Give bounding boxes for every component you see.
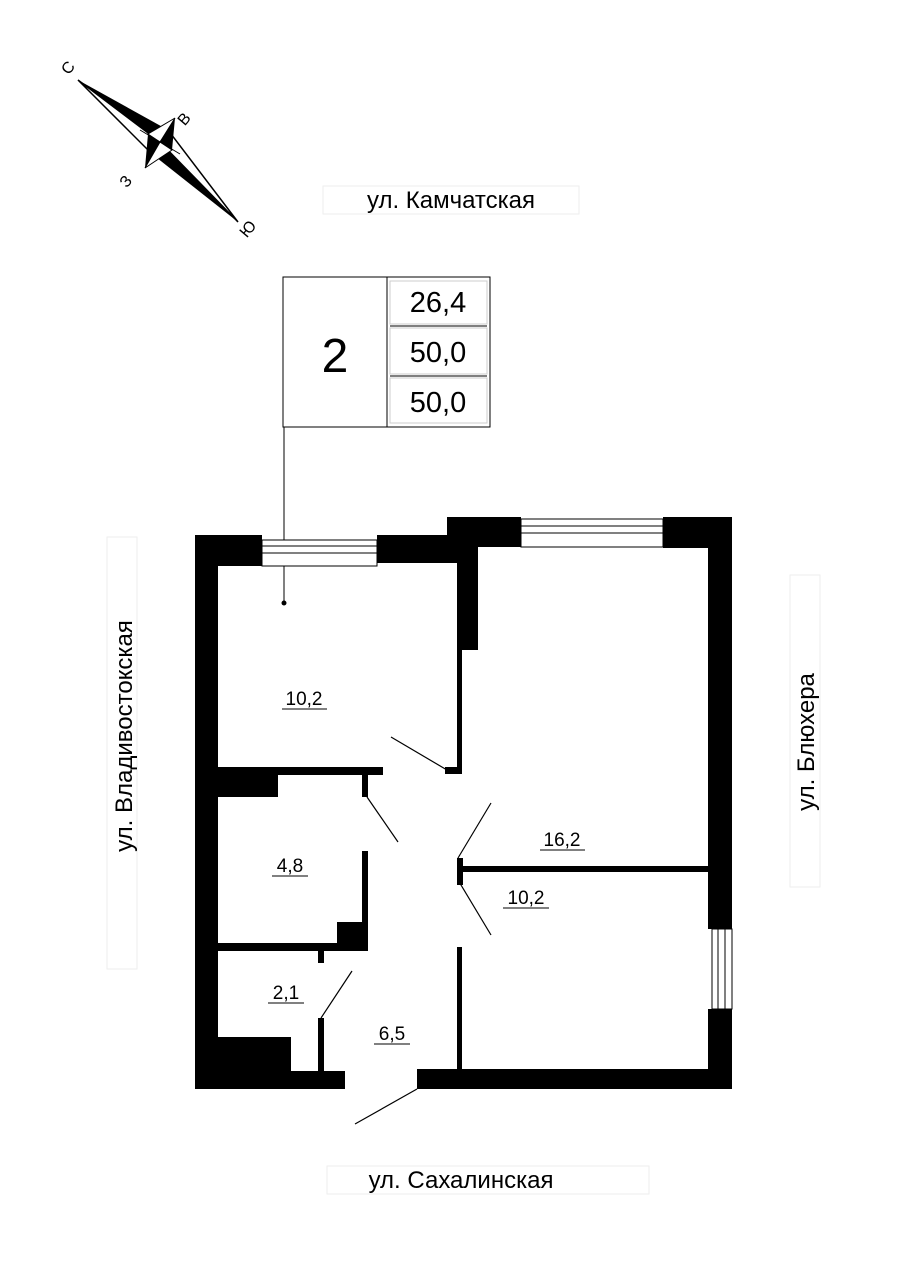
- street-south-label: ул. Сахалинская: [368, 1167, 554, 1194]
- total-area-value: 50,0: [409, 337, 467, 369]
- compass-north-letter: С: [58, 58, 79, 79]
- rooms-count: 2: [321, 330, 349, 383]
- storage-area: 4,8: [276, 856, 304, 877]
- living-area-value: 26,4: [409, 287, 467, 319]
- compass-rose: [58, 58, 260, 241]
- room-big-right-area: 16,2: [543, 830, 581, 851]
- street-north-label: ул. Камчатская: [366, 187, 536, 214]
- street-east-label: ул. Блюхера: [793, 673, 820, 811]
- street-west-label: ул. Владивостокская: [111, 620, 138, 852]
- compass-south-letter: Ю: [236, 217, 261, 242]
- compass-east-letter: В: [174, 109, 195, 130]
- total-area-with-balcony-value: 50,0: [409, 387, 467, 419]
- bathroom-area: 2,1: [272, 983, 300, 1004]
- room-bottom-right-area: 10,2: [507, 888, 545, 909]
- hallway-area: 6,5: [378, 1024, 406, 1045]
- windows: [262, 519, 732, 1009]
- compass-west-letter: З: [116, 172, 137, 192]
- room-top-left-area: 10,2: [285, 689, 323, 710]
